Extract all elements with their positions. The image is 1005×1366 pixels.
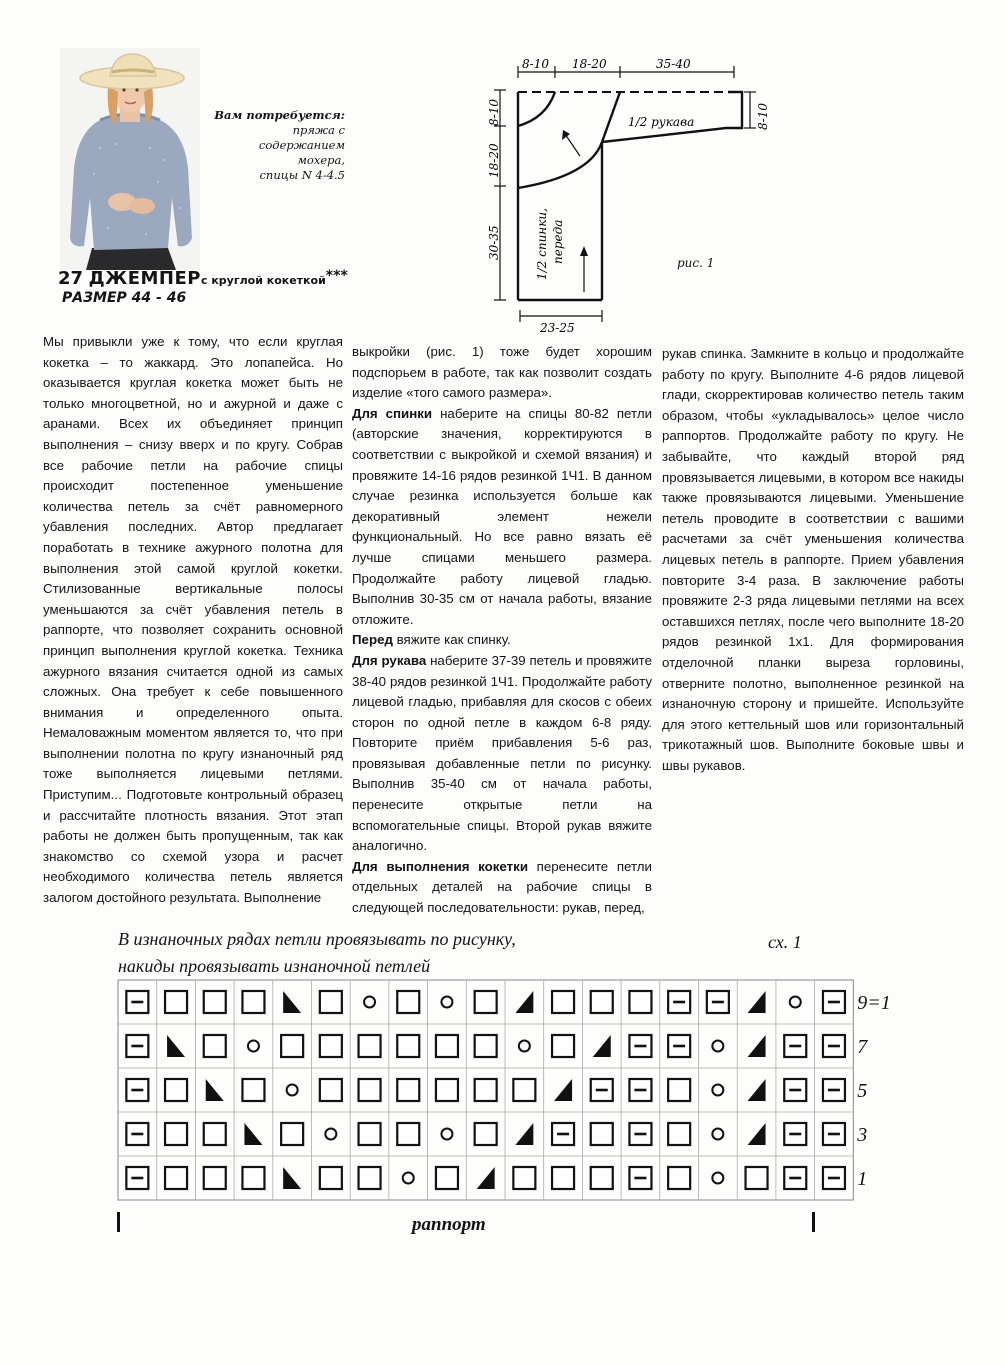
chart-name: сх. 1 bbox=[768, 932, 802, 952]
right-decrease bbox=[515, 991, 533, 1013]
right-decrease bbox=[748, 1079, 766, 1101]
yarn-over bbox=[403, 1173, 414, 1184]
left-decrease bbox=[244, 1123, 262, 1145]
row-number: 3 bbox=[857, 1124, 868, 1146]
section-heading: Для спинки bbox=[352, 405, 433, 421]
yarn-over bbox=[712, 1129, 723, 1140]
dim-left-3: 30-35 bbox=[487, 225, 501, 260]
pattern-subtitle: с круглой кокеткой bbox=[200, 274, 326, 287]
yarn-over bbox=[248, 1041, 259, 1052]
knit-stitch bbox=[165, 1123, 187, 1145]
knit-stitch bbox=[475, 1079, 497, 1101]
knit-stitch bbox=[359, 1035, 381, 1057]
knit-stitch bbox=[668, 1079, 690, 1101]
dim-right: 8-10 bbox=[756, 103, 770, 130]
knit-stitch bbox=[359, 1167, 381, 1189]
dim-bottom: 23-25 bbox=[540, 321, 575, 335]
materials-block bbox=[205, 108, 345, 183]
section-text: перенесите петли отдельных деталей на рабочие спицы в следующей последовательности: рукав, перед, bbox=[352, 858, 652, 916]
section-text: вяжите как спинку. bbox=[396, 632, 511, 648]
knit-stitch bbox=[552, 991, 574, 1013]
knit-stitch bbox=[281, 1035, 303, 1057]
knit-stitch bbox=[475, 991, 497, 1013]
paragraph: рукав спинка. Замкните в кольцо и продолжайте работу по кругу. Выполните 4-6 рядов лицевой глади, скорректировав количество петель таким образом, чтобы «укладывалось» целое число раппортов. Продолжайте работу по кругу. Не забывайте, что каждый второй ряд провязывается лицевыми, в котором все накиды также провязываются лицевыми. Уменьшение петель проводите в соответствии с вашими расчетами за счёт уменьшения количества лицевых петель в раппорте. Прием убавления повторите 3-4 раза. В заключение работы провяжите 2-3 ряда лицевыми петлями на всех оставшихся петлях, после чего выполните 18-20 рядов резинкой 1х1. Для формирования отделочной планки выреза горловины, отверните полотно, выполненное резинкой на изнаночную сторону и пришейте. Используйте для этого кеттельный шов или горизонтальный трикотажный шов. Выполните боковые швы и швы рукавов. bbox=[662, 346, 964, 773]
knit-stitch bbox=[591, 1167, 613, 1189]
knit-stitch bbox=[359, 1079, 381, 1101]
left-decrease bbox=[167, 1035, 185, 1057]
row-number: 5 bbox=[857, 1080, 868, 1102]
knit-stitch bbox=[165, 1079, 187, 1101]
knit-stitch bbox=[746, 1167, 768, 1189]
row-number: 7 bbox=[857, 1036, 868, 1058]
knit-stitch bbox=[668, 1123, 690, 1145]
yarn-over bbox=[712, 1173, 723, 1184]
dim-top-3: 35-40 bbox=[656, 57, 691, 71]
row-number: 1 bbox=[857, 1168, 868, 1190]
text-column-3 bbox=[662, 344, 964, 776]
figure-label: рис. 1 bbox=[677, 256, 715, 270]
body-label-1: 1/2 спинки, bbox=[535, 208, 549, 280]
rapport-label: раппорт bbox=[412, 1214, 486, 1235]
pattern-number: 27 bbox=[58, 268, 84, 289]
rapport-end-marker bbox=[812, 1212, 815, 1232]
knit-stitch bbox=[320, 1035, 342, 1057]
dim-left-2: 18-20 bbox=[487, 143, 501, 178]
materials-line: мохера, bbox=[297, 153, 345, 167]
sleeve-label: 1/2 рукава bbox=[628, 115, 695, 129]
right-decrease bbox=[515, 1123, 533, 1145]
paragraph: Мы привыкли уже к тому, что если круглая кокетка – то жаккард. Это лопапейса. Но оказывается круглая кокетка может быть не только многоцветной, но и ажурной и даже с аранами. Всех их объединяет принцип выполнения – снизу вверх и по кругу. Собрав все рабочие петли на рабочие спицы происходит постепенное уменьшение количества петель за счёт равномерного убавления последних. Автор предлагает поработать в технике ажурного полотна для выполнения этой самой круглой кокетки. Стилизованные вертикальные полосы уменьшаются за счёт убавления петель в раппорте, что позволяет сохранить основной принцип выполнения круглой кокетка. Техника ажурного вязания считается одной из самых сложных. Она требует к себе повышенного внимания и определенного опыта. Немаловажным моментом является то, что при выполнении полотна по кругу изнаночный ряд тоже выполняется лицевыми петлями. Приступим... Подготовьте контрольный образец и рассчитайте плотность вязания. Этот этап работы не должен быть пропущенным, так как знакомство со схемой узора и расчет необходимого количества петель является залогом достойного результата. Выполнение bbox=[43, 334, 343, 906]
dim-top-2: 18-20 bbox=[572, 57, 607, 71]
knit-stitch bbox=[281, 1123, 303, 1145]
section-heading: Для выполнения кокетки bbox=[352, 858, 528, 874]
yarn-over bbox=[287, 1085, 298, 1096]
section-heading: Перед bbox=[352, 632, 393, 648]
model-photo bbox=[60, 48, 200, 270]
knit-stitch bbox=[204, 1167, 226, 1189]
knit-stitch bbox=[165, 991, 187, 1013]
materials-heading: Вам потребуется: bbox=[214, 108, 345, 122]
section-heading: Для рукава bbox=[352, 652, 427, 668]
row-number: 9=1 bbox=[857, 992, 891, 1014]
knit-stitch bbox=[552, 1167, 574, 1189]
pattern-size: РАЗМЕР 44 - 46 bbox=[62, 290, 187, 306]
knit-stitch bbox=[591, 991, 613, 1013]
knit-stitch bbox=[359, 1123, 381, 1145]
left-decrease bbox=[283, 991, 301, 1013]
left-decrease bbox=[206, 1079, 224, 1101]
materials-line: спицы N 4-4.5 bbox=[259, 168, 345, 182]
yarn-over bbox=[519, 1041, 530, 1052]
knit-stitch bbox=[204, 1035, 226, 1057]
chart-note-line: В изнаночных рядах петли провязывать по рисунку, bbox=[118, 929, 516, 949]
yarn-over bbox=[441, 997, 452, 1008]
section-text: наберите на спицы 80-82 петли (авторские значения, корректируются в соответствии с выкройкой и схемой вязания) и провяжите 14-16 рядов резинкой 1Ч1. В данном случае резинка используется больше как декоративный элемент нежели функциональный. Но все равно вязать её лучше спицами меньшего размера. Продолжайте работу лицевой гладью. Выполнив 30-35 см от начала работы, вязание отложите. bbox=[352, 405, 652, 627]
right-decrease bbox=[593, 1035, 611, 1057]
rapport-start-marker bbox=[117, 1212, 120, 1232]
knit-stitch bbox=[242, 1167, 264, 1189]
dim-top-1: 8-10 bbox=[522, 57, 549, 71]
knit-stitch bbox=[204, 1123, 226, 1145]
knitting-chart bbox=[118, 980, 891, 1200]
text-column-2 bbox=[352, 342, 652, 919]
knit-stitch bbox=[320, 991, 342, 1013]
knit-stitch bbox=[397, 1079, 419, 1101]
knit-stitch bbox=[513, 1079, 535, 1101]
yarn-over bbox=[364, 997, 375, 1008]
chart-instructions bbox=[118, 926, 516, 980]
yarn-over bbox=[325, 1129, 336, 1140]
knit-stitch bbox=[629, 991, 651, 1013]
left-decrease bbox=[283, 1167, 301, 1189]
yarn-over bbox=[441, 1129, 452, 1140]
knit-stitch bbox=[436, 1167, 458, 1189]
knit-stitch bbox=[320, 1079, 342, 1101]
text-column-1 bbox=[43, 332, 343, 909]
knit-stitch bbox=[397, 991, 419, 1013]
knit-stitch bbox=[436, 1035, 458, 1057]
right-decrease bbox=[748, 1035, 766, 1057]
knit-stitch bbox=[320, 1167, 342, 1189]
right-decrease bbox=[748, 1123, 766, 1145]
knit-stitch bbox=[242, 991, 264, 1013]
garment-schematic bbox=[480, 52, 780, 334]
chart-note-line: накиды провязывать изнаночной петлей bbox=[118, 956, 431, 976]
knit-stitch bbox=[397, 1035, 419, 1057]
knit-stitch bbox=[436, 1079, 458, 1101]
section-text: наберите 37-39 петель и провяжите 38-40 рядов резинкой 1Ч1. Продолжайте работу лицевой гладью, прибавляя для скосов с обеих сторон по одной петле в каждом 6-8 ряду. Повторите приём прибавления 5-6 раз, провязывая добавленные петли по рисунку. Выполнив 35-40 см от начала работы, перенесите открытые петли на вспомогательные спицы. Второй рукав вяжите аналогично. bbox=[352, 652, 652, 854]
yarn-over bbox=[790, 997, 801, 1008]
pattern-name: ДЖЕМПЕР bbox=[88, 268, 201, 289]
right-decrease bbox=[748, 991, 766, 1013]
right-decrease bbox=[477, 1167, 495, 1189]
yarn-over bbox=[712, 1085, 723, 1096]
knit-stitch bbox=[475, 1123, 497, 1145]
knit-stitch bbox=[475, 1035, 497, 1057]
difficulty-stars: *** bbox=[325, 268, 348, 284]
knit-stitch bbox=[165, 1167, 187, 1189]
knit-stitch bbox=[668, 1167, 690, 1189]
knit-stitch bbox=[513, 1167, 535, 1189]
materials-line: пряжа с содержанием bbox=[258, 123, 345, 152]
dim-left-1: 8-10 bbox=[487, 99, 501, 126]
paragraph: выкройки (рис. 1) тоже будет хорошим подспорьем в работе, так как позволит создать изделие «того самого размера». bbox=[352, 344, 652, 401]
knit-stitch bbox=[242, 1079, 264, 1101]
knit-stitch bbox=[591, 1123, 613, 1145]
knit-stitch bbox=[204, 991, 226, 1013]
pattern-title bbox=[58, 268, 348, 289]
yarn-over bbox=[712, 1041, 723, 1052]
right-decrease bbox=[554, 1079, 572, 1101]
body-label-2: переда bbox=[551, 219, 565, 264]
knit-stitch bbox=[397, 1123, 419, 1145]
knit-stitch bbox=[552, 1035, 574, 1057]
